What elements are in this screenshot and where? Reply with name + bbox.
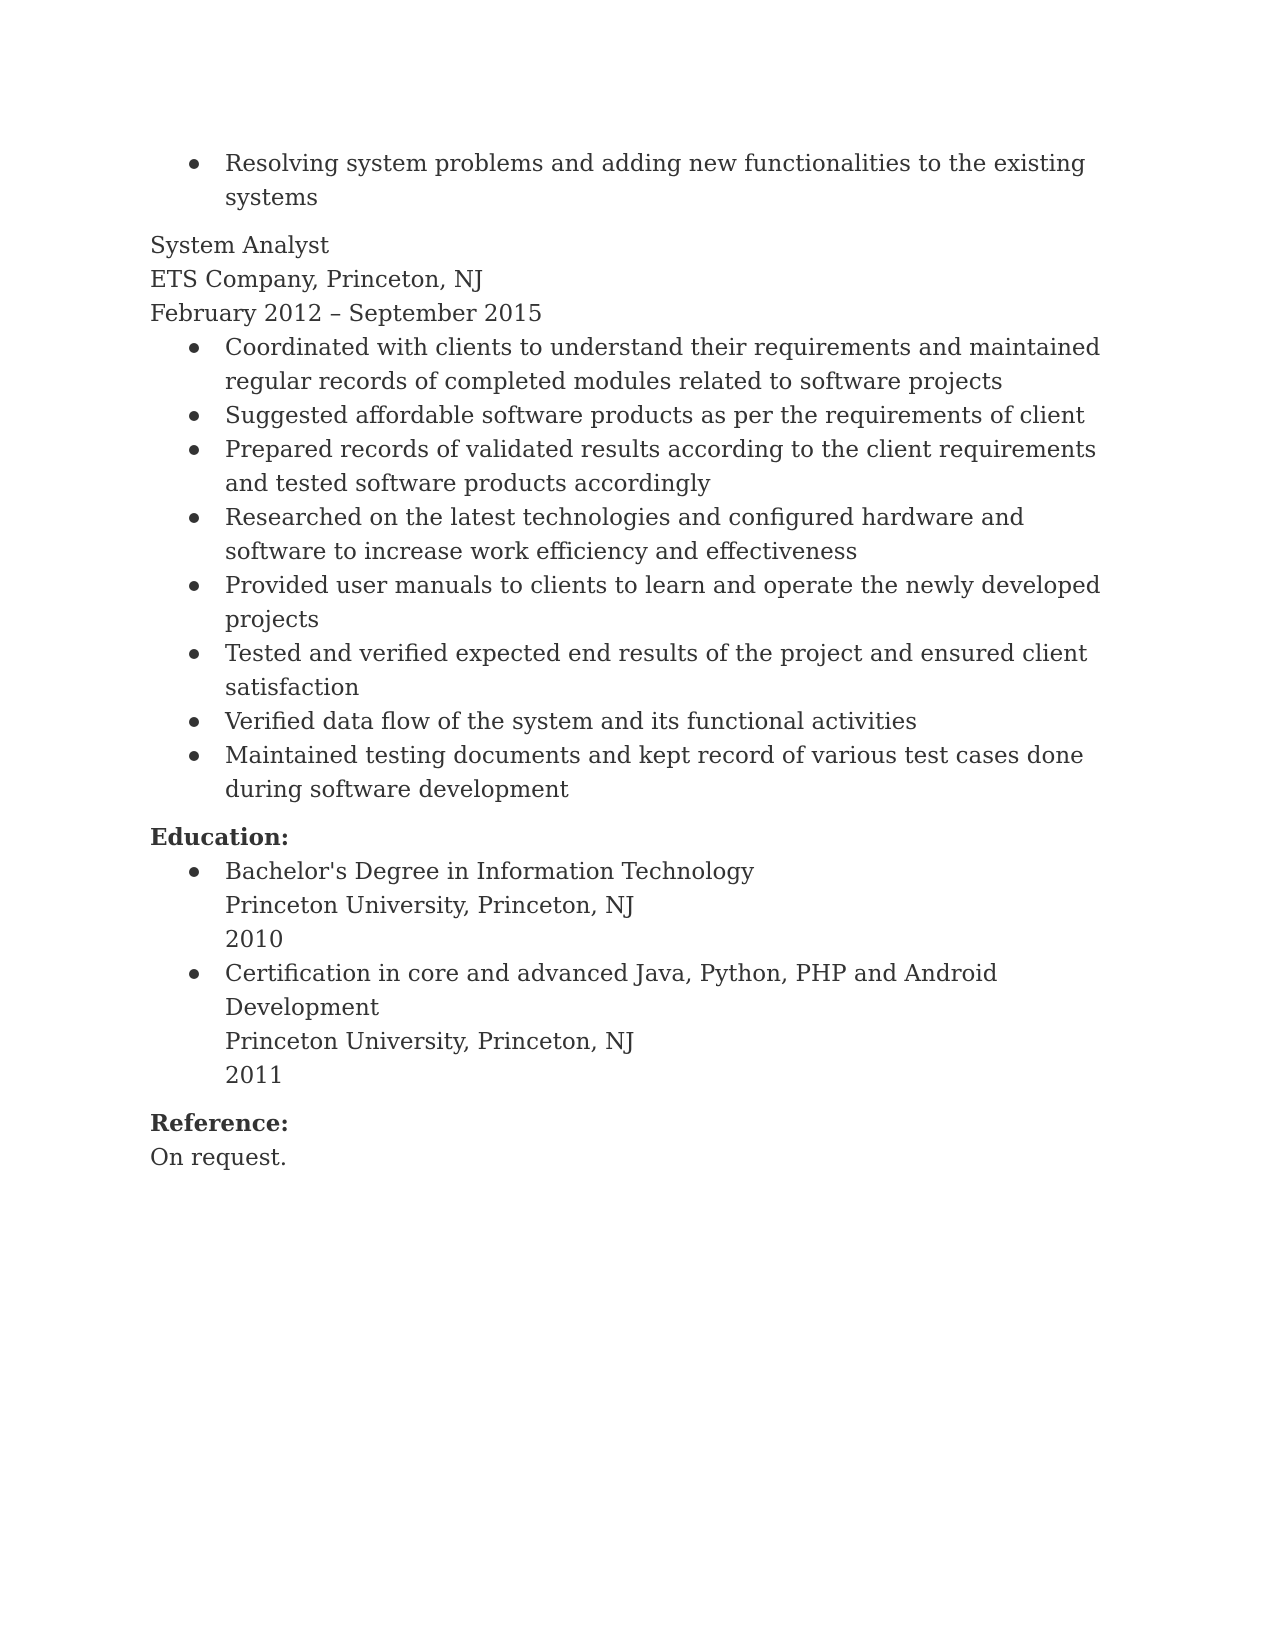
list-item xyxy=(150,637,1130,705)
education-school: Princeton University, Princeton, NJ xyxy=(225,1029,635,1055)
education-year: 2011 xyxy=(225,1063,284,1089)
list-item xyxy=(150,569,1130,637)
education-year: 2010 xyxy=(225,927,284,953)
list-item xyxy=(150,399,1130,433)
duty-text: Maintained testing documents and kept record of various test cases done during software development xyxy=(225,743,1084,803)
reference-text: On request. xyxy=(150,1145,288,1171)
job-company: ETS Company, Princeton, NJ xyxy=(150,267,484,293)
bullet-icon xyxy=(189,751,199,761)
bullet-icon xyxy=(189,513,199,523)
education-heading: Education: xyxy=(150,824,290,851)
duty-text: Suggested affordable software products as per the requirements of client xyxy=(225,403,1085,429)
bullet-icon xyxy=(189,717,199,727)
resume-content xyxy=(150,147,1130,1175)
education-degree: Certification in core and advanced Java, Python, PHP and Android Development xyxy=(225,961,998,1021)
list-item xyxy=(150,331,1130,399)
list-item xyxy=(150,433,1130,501)
bullet-icon xyxy=(189,581,199,591)
list-item xyxy=(150,147,1130,215)
duty-text: Resolving system problems and adding new functionalities to the existing systems xyxy=(225,151,1086,211)
list-item xyxy=(150,501,1130,569)
bullet-icon xyxy=(189,411,199,421)
list-item xyxy=(150,957,1130,1093)
bullet-icon xyxy=(189,159,199,169)
bullet-icon xyxy=(189,867,199,877)
education-degree: Bachelor's Degree in Information Technology xyxy=(225,859,755,885)
duty-text: Prepared records of validated results according to the client requirements and tested software products accordingly xyxy=(225,437,1097,497)
list-item xyxy=(150,855,1130,957)
job-title: System Analyst xyxy=(150,233,330,259)
list-item xyxy=(150,739,1130,807)
bullet-icon xyxy=(189,649,199,659)
duty-text: Verified data flow of the system and its functional activities xyxy=(225,709,918,735)
duty-text: Tested and verified expected end results of the project and ensured client satisfaction xyxy=(225,641,1088,701)
job-duties-list xyxy=(150,331,1130,807)
duty-text: Researched on the latest technologies and configured hardware and software to increase work efficiency and effectiveness xyxy=(225,505,1025,565)
duty-text: Coordinated with clients to understand their requirements and maintained regular records of completed modules related to software projects xyxy=(225,335,1101,395)
previous-job-duties-list xyxy=(150,147,1130,215)
bullet-icon xyxy=(189,969,199,979)
list-item xyxy=(150,705,1130,739)
duty-text: Provided user manuals to clients to learn and operate the newly developed projects xyxy=(225,573,1101,633)
bullet-icon xyxy=(189,343,199,353)
education-school: Princeton University, Princeton, NJ xyxy=(225,893,635,919)
job-dates: February 2012 – September 2015 xyxy=(150,301,543,327)
education-list xyxy=(150,855,1130,1093)
reference-heading: Reference: xyxy=(150,1110,289,1137)
bullet-icon xyxy=(189,445,199,455)
